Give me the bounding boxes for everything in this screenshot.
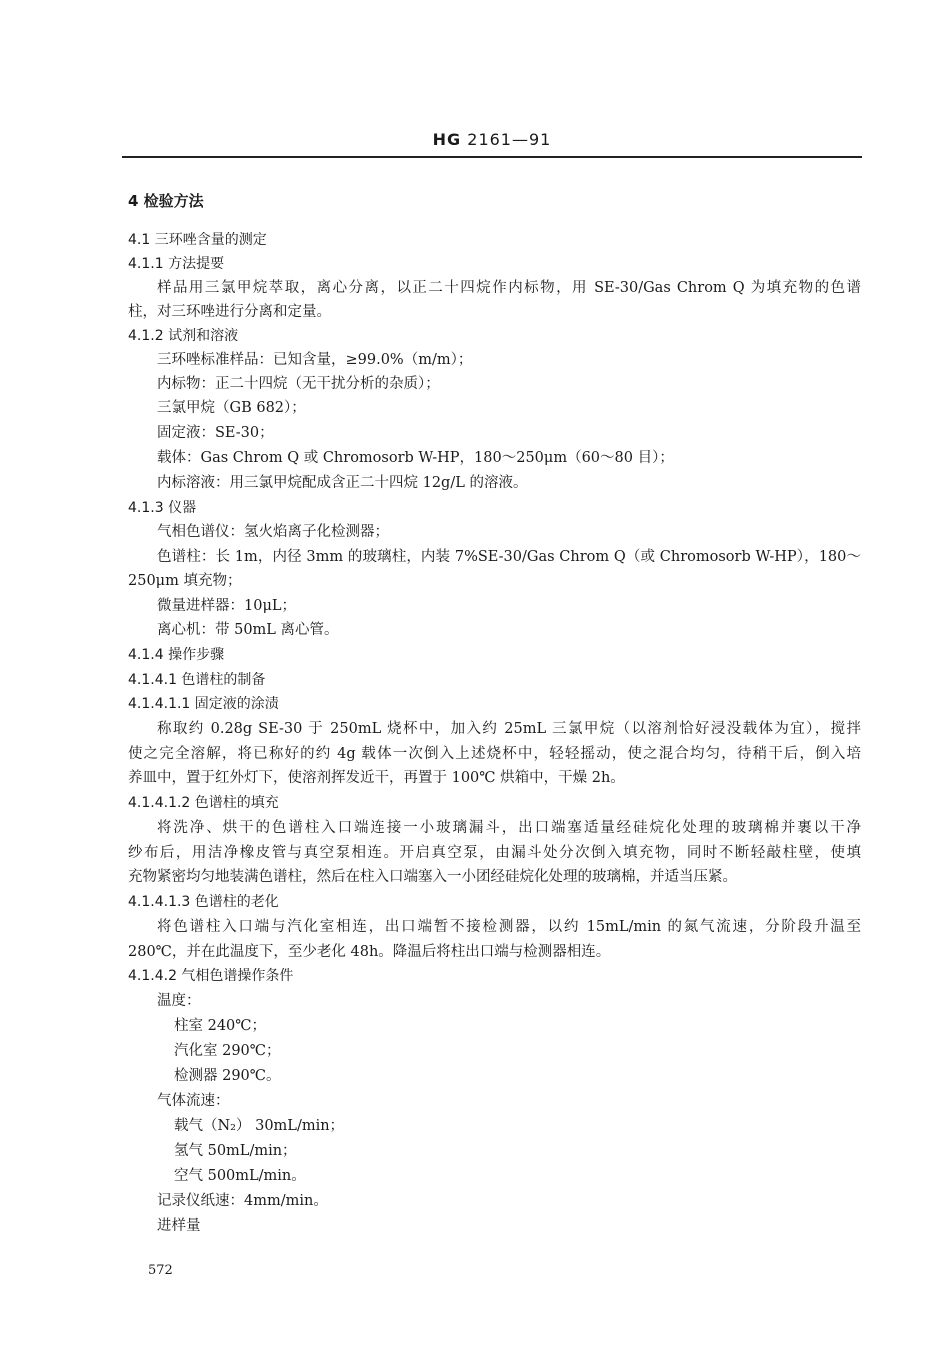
list-item: 固定液：SE-30；	[157, 425, 274, 441]
list-item: 内标物：正二十四烷（无干扰分析的杂质）；	[157, 376, 440, 392]
standard-code: HG	[432, 130, 462, 149]
heading-4-1-4-2: 4.1.4.2 气相色谱操作条件	[128, 968, 294, 984]
list-item: 气相色谱仪：氢火焰离子化检测器；	[157, 524, 389, 540]
paragraph-line: 充物紧密均匀地装满色谱柱，然后在柱入口端塞入一小团经硅烷化处理的玻璃棉，并适当压紧。	[128, 869, 737, 885]
heading-4-1: 4.1 三环唑含量的测定	[128, 232, 267, 248]
condition-label: 气体流速：	[157, 1093, 230, 1109]
paragraph-line: 柱，对三环唑进行分离和定量。	[128, 304, 331, 320]
paragraph-line: 将洗净、烘干的色谱柱入口端连接一小玻璃漏斗，出口端塞适量经硅烷化处理的玻璃棉并裹以干净	[157, 820, 861, 836]
condition-item: 空气 500mL/min。	[174, 1168, 306, 1184]
heading-4-1-4-1-2: 4.1.4.1.2 色谱柱的填充	[128, 795, 279, 811]
condition-item: 检测器 290℃。	[174, 1068, 281, 1084]
header-rule	[122, 156, 862, 158]
condition-item: 氢气 50mL/min；	[174, 1143, 297, 1159]
list-item: 三氯甲烷（GB 682）；	[157, 400, 306, 416]
heading-4-1-4-1-3: 4.1.4.1.3 色谱柱的老化	[128, 894, 279, 910]
paragraph-line: 色谱柱：长 1m，内径 3mm 的玻璃柱，内装 7%SE-30/Gas Chrom Q（或 Chromosorb W-HP），180～	[157, 549, 861, 565]
paragraph-line: 称取约 0.28g SE-30 于 250mL 烧杯中，加入约 25mL 三氯甲烷（以溶剂恰好浸没载体为宜），搅拌	[157, 721, 861, 737]
paragraph-line: 250μm 填充物；	[128, 573, 242, 589]
condition-label: 温度：	[157, 993, 201, 1009]
paragraph-line: 使之完全溶解，将已称好的约 4g 载体一次倒入上述烧杯中，轻轻摇动，使之混合均匀，待稍干后，倒入培	[128, 746, 861, 762]
heading-4-1-4-1-1: 4.1.4.1.1 固定液的涂渍	[128, 696, 279, 712]
list-item: 离心机：带 50mL 离心管。	[157, 622, 339, 638]
standard-number: 2161—91	[467, 130, 552, 149]
list-item: 三环唑标准样品：已知含量，≥99.0%（m/m）；	[157, 352, 473, 368]
condition-item: 载气（N₂） 30mL/min；	[174, 1118, 345, 1134]
condition-item: 汽化室 290℃；	[174, 1043, 281, 1059]
paragraph-line: 样品用三氯甲烷萃取，离心分离，以正二十四烷作内标物，用 SE-30/Gas Chrom Q 为填充物的色谱	[157, 280, 861, 296]
page-header	[122, 130, 862, 149]
condition-label: 进样量	[157, 1218, 201, 1234]
paragraph-line: 纱布后，用洁净橡皮管与真空泵相连。开启真空泵，由漏斗处分次倒入填充物，同时不断轻敲柱壁，使填	[128, 845, 861, 861]
paragraph-line: 养皿中，置于红外灯下，使溶剂挥发近干，再置于 100℃ 烘箱中，干燥 2h。	[128, 770, 625, 786]
list-item: 载体：Gas Chrom Q 或 Chromosorb W-HP，180～250μm（60～80 目）；	[157, 450, 674, 466]
heading-4-1-2: 4.1.2 试剂和溶液	[128, 328, 239, 344]
heading-4-1-3: 4.1.3 仪器	[128, 500, 197, 516]
heading-4-1-4-1: 4.1.4.1 色谱柱的制备	[128, 672, 266, 688]
paragraph-line: 将色谱柱入口端与汽化室相连，出口端暂不接检测器，以约 15mL/min 的氮气流速，分阶段升温至	[157, 919, 861, 935]
condition-label: 记录仪纸速：4mm/min。	[157, 1193, 328, 1209]
list-item: 微量进样器：10μL；	[157, 598, 297, 614]
paragraph-line: 280℃，并在此温度下，至少老化 48h。降温后将柱出口端与检测器相连。	[128, 944, 611, 960]
heading-4-1-4: 4.1.4 操作步骤	[128, 647, 225, 663]
heading-4-1-1: 4.1.1 方法提要	[128, 256, 225, 272]
list-item: 内标溶液：用三氯甲烷配成含正二十四烷 12g/L 的溶液。	[157, 475, 528, 491]
condition-item: 柱室 240℃；	[174, 1018, 267, 1034]
section-title: 4 检验方法	[128, 192, 204, 210]
page-number: 572	[148, 1263, 173, 1278]
